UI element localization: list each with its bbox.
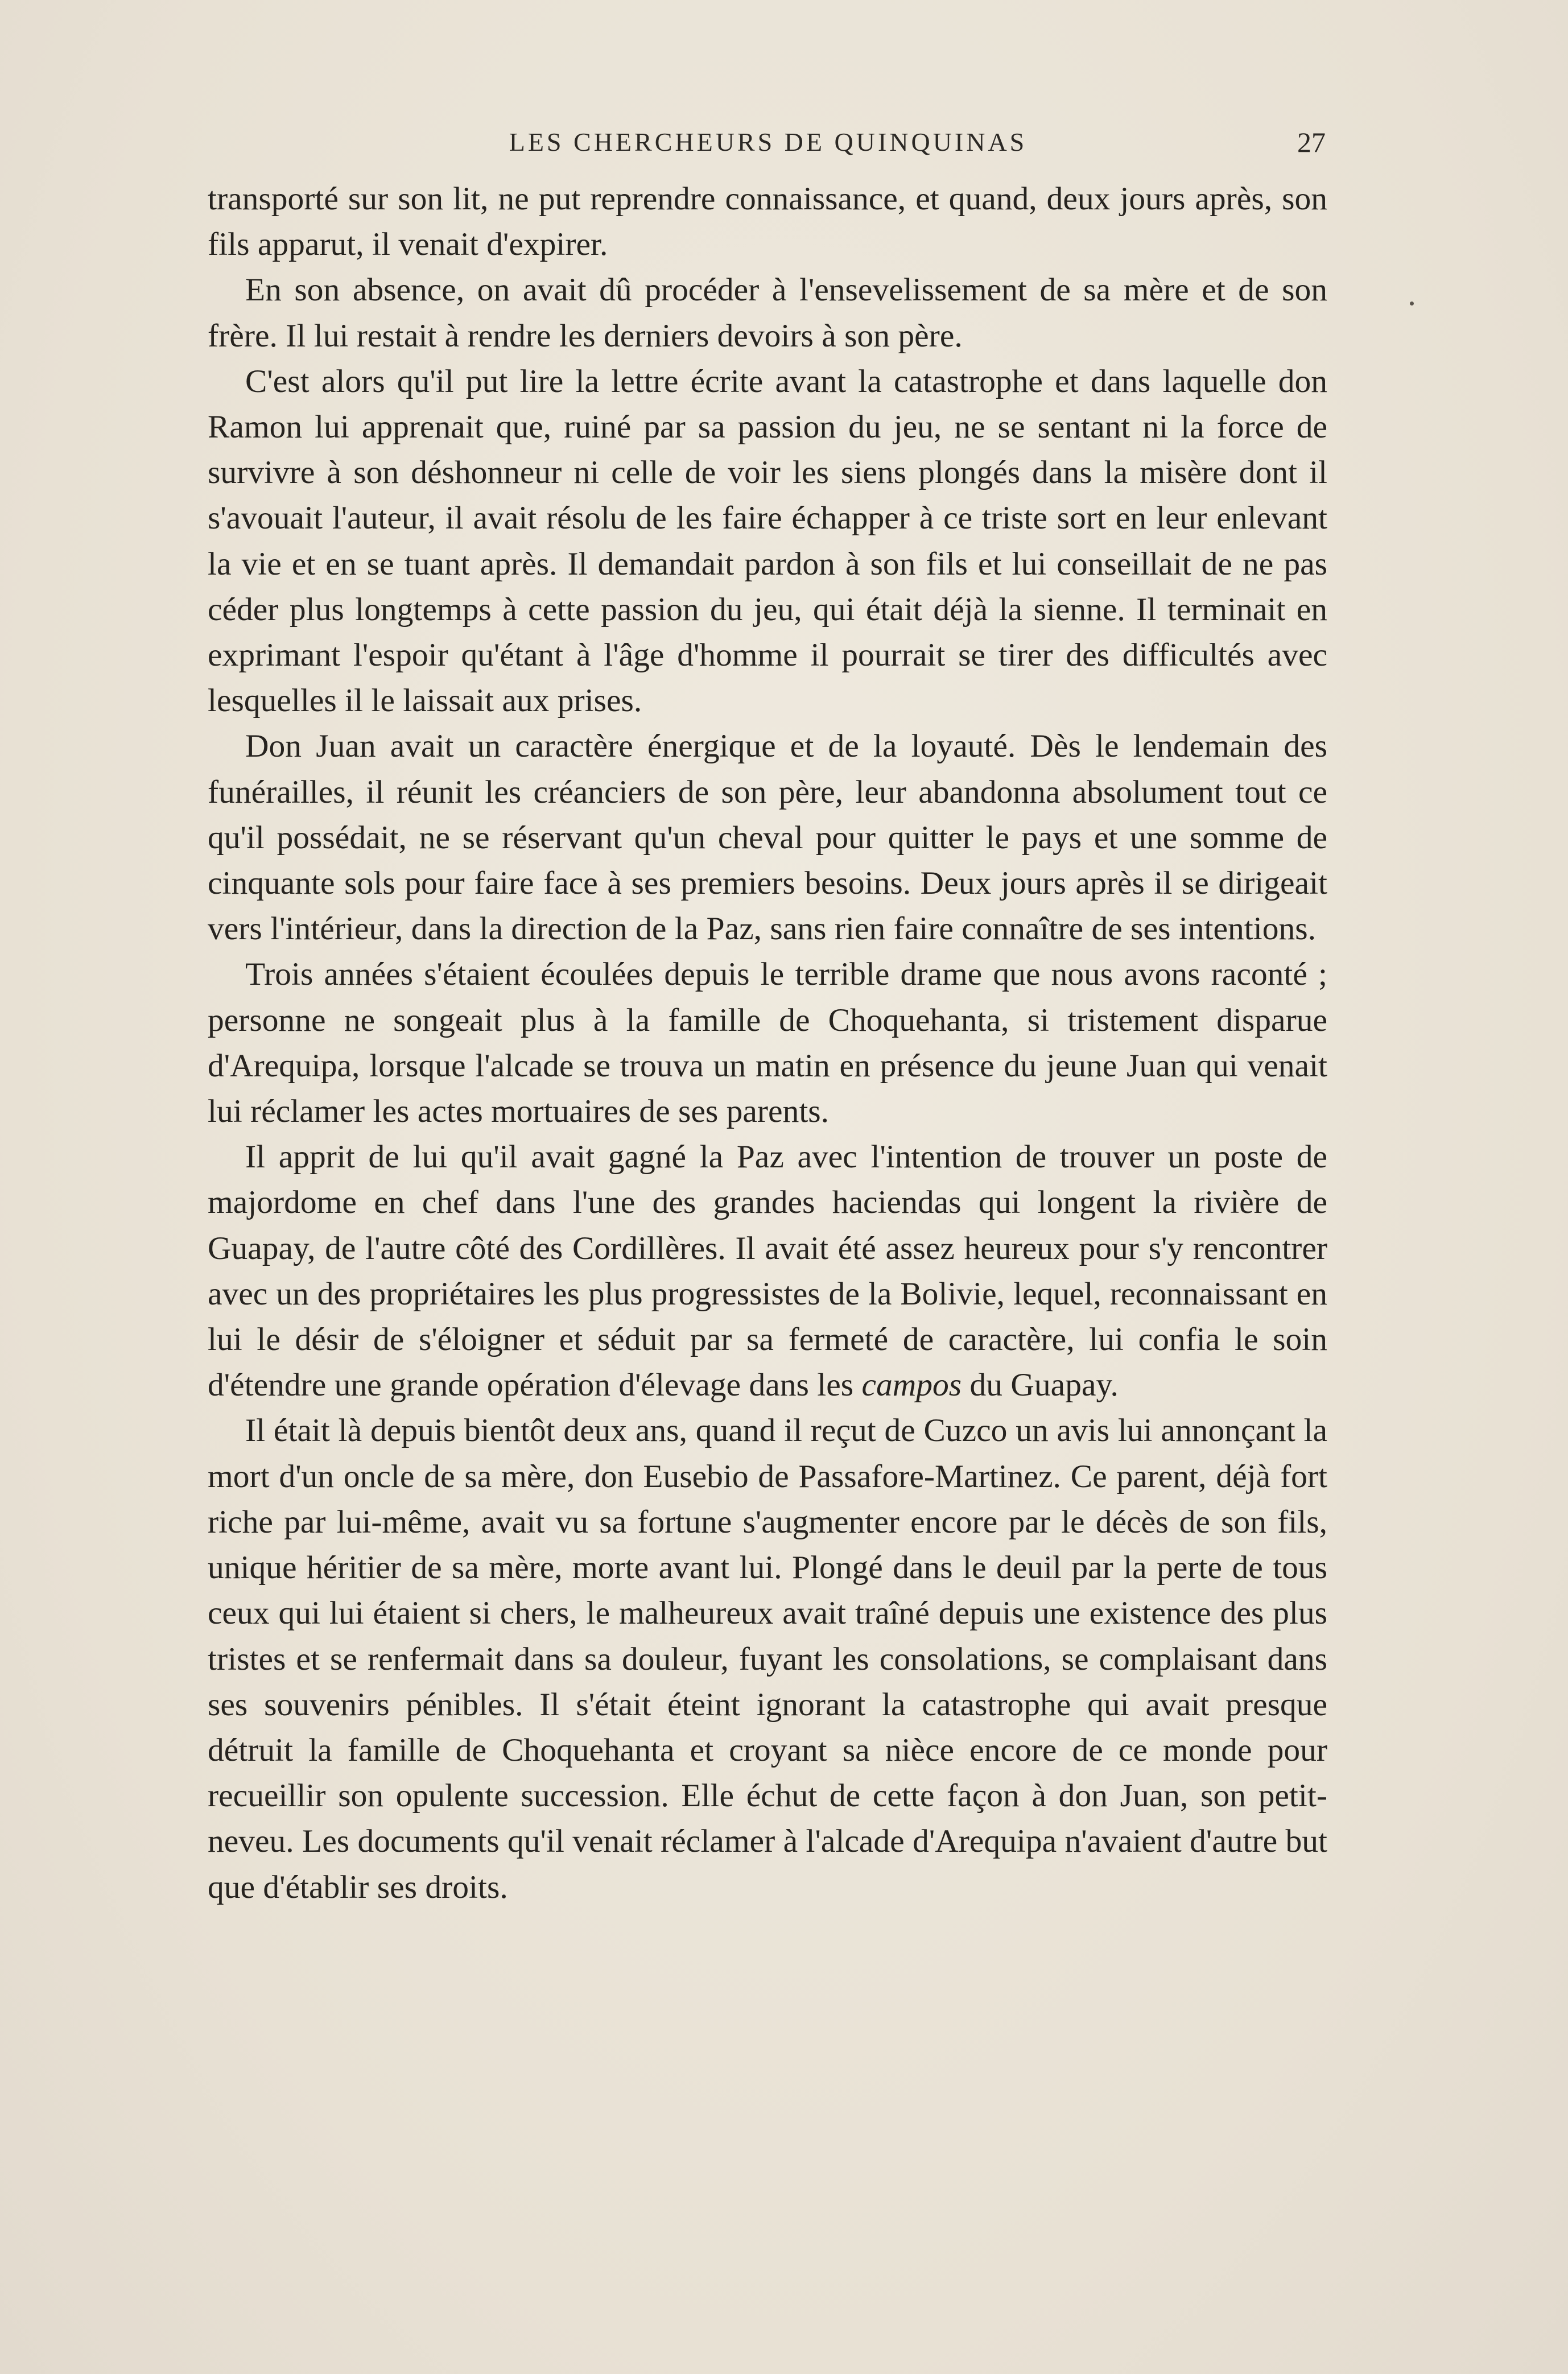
- italic-term: campos: [861, 1367, 962, 1403]
- ink-speck: [1410, 302, 1414, 305]
- paragraph: Trois années s'étaient écoulées depuis le terrible drame que nous avons raconté ; personne ne songeait plus à la famille de Choquehanta, si tristement disparue d'Arequipa, lorsque l'alcade se trouva un matin en présence du jeune Juan qui venait lui réclamer les actes mortuaires de ses parents.: [208, 956, 1327, 1130]
- paragraph: Don Juan avait un caractère énergique et de la loyauté. Dès le lendemain des funérailles, il réunit les créanciers de son père, leur abandonna absolument tout ce qu'il possédait, ne se réservant qu'un cheval pour quitter le pays et une somme de cinquante sols pour faire face à ses premiers besoins. Deux jours après il se dirigeait vers l'intérieur, dans la direction de la Paz, sans rien faire connaître de ses intentions.: [208, 728, 1327, 947]
- paragraph-text: Il apprit de lui qu'il avait gagné la Paz avec l'intention de trouver un poste de majordome en chef dans l'une des grandes haciendas qui longent la rivière de Guapay, de l'autre côté des Cordillères. Il avait été assez heureux pour s'y rencontrer avec un des propriétaires les plus progressistes de la Bolivie, lequel, reconnaissant en lui le désir de s'éloigner et séduit par sa fermeté de caractère, lui confia le soin d'étendre une grande opération d'élevage dans les: [208, 1139, 1327, 1403]
- page-number: 27: [1297, 126, 1326, 158]
- paragraph-with-italic: [208, 1134, 1327, 1408]
- paragraph-continued: transporté sur son lit, ne put reprendre connaissance, et quand, deux jours après, son fils apparut, il venait d'expirer.: [208, 181, 1327, 263]
- paragraph: Il était là depuis bientôt deux ans, quand il reçut de Cuzco un avis lui annonçant la mort d'un oncle de sa mère, don Eusebio de Passafore-Martinez. Ce parent, déjà fort riche par lui-même, avait vu sa fortune s'augmenter encore par le décès de son fils, unique héritier de sa mère, morte avant lui. Plongé dans le deuil par la perte de tous ceux qui lui étaient si chers, le malheureux avait traîné depuis une existence des plus tristes et se renfermait dans sa douleur, fuyant les consolations, se complaisant dans ses souvenirs pénibles. Il s'était éteint ignorant la catastrophe qui avait presque détruit la famille de Choquehanta et croyant sa nièce encore de ce monde pour recueillir son opulente succession. Elle échut de cette façon à don Juan, son petit-neveu. Les documents qu'il venait réclamer à l'alcade d'Arequipa n'avaient d'autre but que d'établir ses droits.: [208, 1413, 1327, 1905]
- running-title: LES CHERCHEURS DE QUINQUINAS: [509, 127, 1028, 156]
- running-head: [211, 117, 1326, 168]
- body-text: [208, 176, 1327, 1910]
- paragraph-text: du Guapay.: [962, 1367, 1119, 1403]
- paragraph: En son absence, on avait dû procéder à l'ensevelissement de sa mère et de son frère. Il lui restait à rendre les derniers devoirs à son père.: [208, 272, 1327, 354]
- paragraph: C'est alors qu'il put lire la lettre écrite avant la catastrophe et dans laquelle don Ramon lui apprenait que, ruiné par sa passion du jeu, ne se sentant ni la force de survivre à son déshonneur ni celle de voir les siens plongés dans la misère dont il s'avouait l'auteur, il avait résolu de les faire échapper à ce triste sort en leur enlevant la vie et en se tuant après. Il demandait pardon à son fils et lui conseillait de ne pas céder plus longtemps à cette passion du jeu, qui était déjà la sienne. Il terminait en exprimant l'espoir qu'étant à l'âge d'homme il pourrait se tirer des difficultés avec lesquelles il le laissait aux prises.: [208, 363, 1327, 719]
